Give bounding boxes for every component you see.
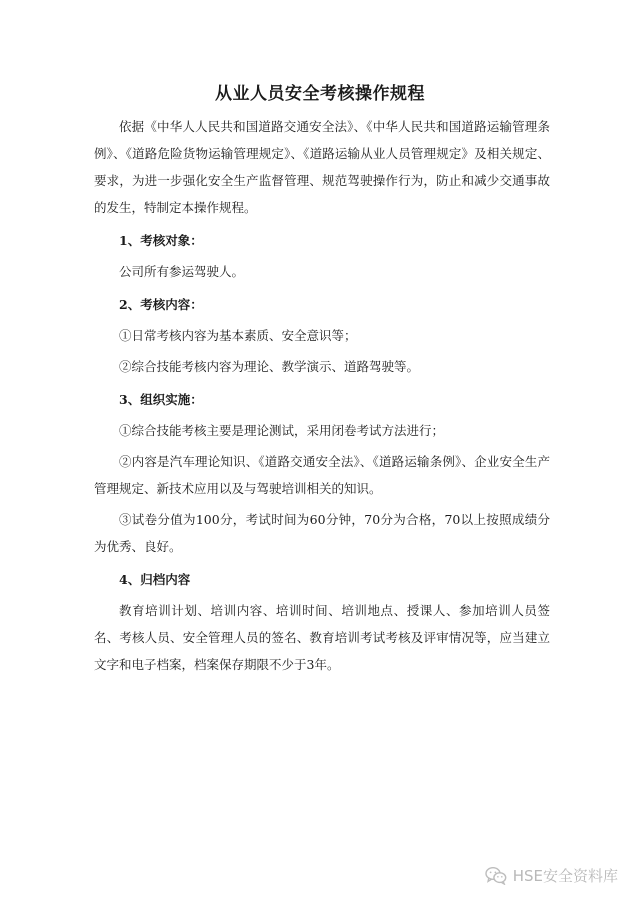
watermark [485, 864, 618, 886]
section-paragraph: ①日常考核内容为基本素质、安全意识等； [119, 328, 357, 343]
section-paragraph: 教育培训计划、培训内容、培训时间、培训地点、授课人、参加培训人员签名、考核人员、安全管理人员的签名、教育培训考试考核及评审情况等，应当建立文字和电子档案，档案保存期限不少于3年。 [94, 603, 550, 672]
intro-paragraph: 依据《中华人人民共和国道路交通安全法》、《中华人民共和国道路运输管理条例》、《道路危险货物运输管理规定》、《道路运输从业人员管理规定》及相关规定、要求，为进一步强化安全生产监督管理、规范驾驶操作行为，防止和减少交通事故的发生，特制定本操作规程。 [94, 119, 550, 215]
section-paragraph: ②综合技能考核内容为理论、教学演示、道路驾驶等。 [119, 359, 420, 374]
watermark-text: HSE安全资料库 [512, 866, 618, 885]
wechat-icon [485, 866, 507, 885]
section-paragraph: ①综合技能考核主要是理论测试，采用闭卷考试方法进行； [119, 423, 445, 438]
section-paragraph: ③试卷分值为100分，考试时间为60分钟，70分为合格，70以上按照成绩分为优秀、良好。 [94, 512, 550, 554]
section-paragraph: ②内容是汽车理论知识、《道路交通安全法》、《道路运输条例》、企业安全生产管理规定、新技术应用以及与驾驶培训相关的知识。 [94, 454, 550, 496]
document-body [94, 113, 550, 678]
section-paragraph: 公司所有参运驾驶人。 [119, 264, 245, 279]
section-heading-targets: 1、考核对象： [119, 233, 203, 248]
document-title: 从业人员安全考核操作规程 [215, 84, 425, 104]
section-heading-content: 2、考核内容： [119, 297, 203, 312]
section-heading-implementation: 3、组织实施： [119, 392, 203, 407]
section-heading-archive: 4、归档内容 [119, 572, 191, 587]
